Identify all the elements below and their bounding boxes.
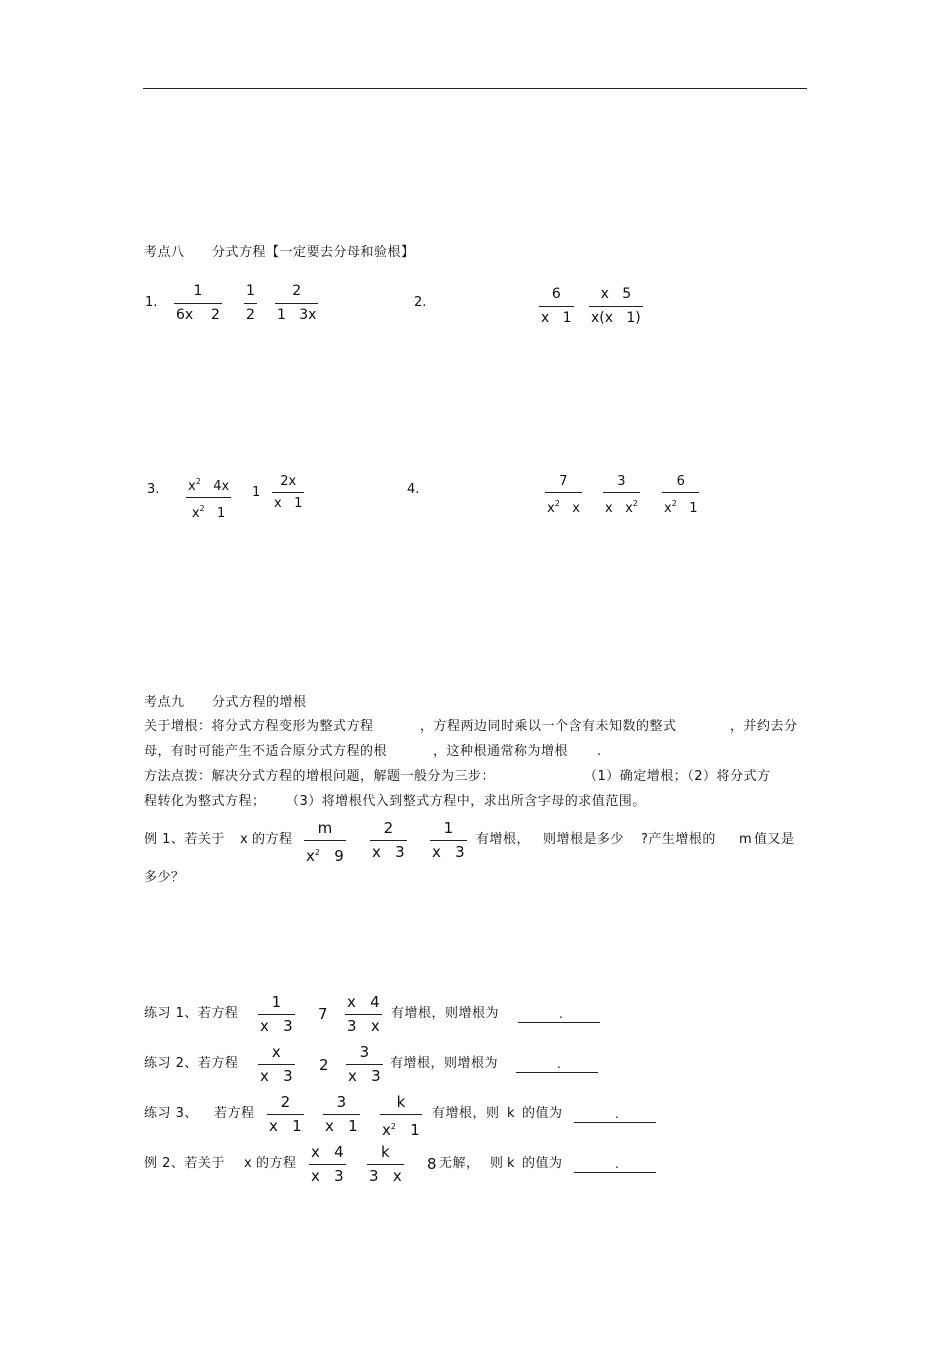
exercise-3-answer-blank[interactable]: . bbox=[574, 1122, 656, 1123]
problem-1-fraction-b: 1 2 bbox=[246, 283, 255, 323]
problem-1-number: 1. bbox=[145, 295, 158, 310]
exercise-3-fraction-b: 3 x 1 bbox=[325, 1093, 358, 1135]
example-1-fraction-b: 2 x 3 bbox=[372, 819, 405, 861]
method-tip-b: （1）确定增根；（2）将分式方 bbox=[584, 769, 771, 784]
problem-2-fraction-b: x 5 x(x 1) bbox=[591, 286, 641, 326]
exercise-2-answer-blank[interactable]: . bbox=[516, 1072, 598, 1073]
increased-root-definition-d: 母，有时可能产生不适合原分式方程的根 bbox=[144, 744, 388, 759]
increased-root-definition-b: ，方程两边同时乘以一个含有未知数的整式 bbox=[420, 719, 677, 734]
example-2-answer-blank[interactable]: . bbox=[574, 1172, 656, 1173]
increased-root-definition-a: 关于增根：将分式方程变形为整式方程 bbox=[144, 719, 374, 734]
example-2-fraction-b: k 3 x bbox=[369, 1143, 402, 1185]
section9-subtitle: 分式方程的增根 bbox=[212, 695, 307, 710]
method-tip-a: 方法点拨：解决分式方程的增根问题，解题一般分为三步： bbox=[144, 769, 496, 784]
example-2-constant: 8 bbox=[427, 1155, 437, 1173]
header-rule bbox=[143, 88, 807, 89]
problem-1-fraction-a: 1 6x 2 bbox=[176, 283, 220, 323]
exercise-1-label: 练习 1、若方程 bbox=[144, 1006, 239, 1021]
exercise-3-label-b: 若方程 bbox=[214, 1106, 255, 1121]
example-2-fraction-a: x 4 x 3 bbox=[311, 1143, 344, 1185]
exercise-1-constant: 7 bbox=[318, 1005, 328, 1023]
problem-3-constant: 1 bbox=[252, 485, 261, 500]
exercise-3-label: 练习 3、 bbox=[144, 1106, 198, 1121]
example-1-label: 例 1、若关于 bbox=[144, 832, 225, 847]
exercise-2-constant: 2 bbox=[319, 1056, 329, 1074]
increased-root-definition-f: . bbox=[597, 744, 602, 759]
exercise-2-text: 有增根，则增根为 bbox=[390, 1056, 499, 1071]
example-1-fraction-c: 1 x 3 bbox=[432, 819, 465, 861]
example-1-text-b: 则增根是多少 bbox=[543, 832, 625, 847]
example-1-var-x: x bbox=[240, 832, 248, 847]
problem-1-fraction-c: 2 1 3x bbox=[277, 283, 317, 323]
example-1-text-a: 有增根， bbox=[476, 832, 531, 847]
example-1-label-b: 的方程 bbox=[252, 832, 293, 847]
section8-subtitle: 分式方程【一定要去分母和验根】 bbox=[212, 245, 415, 260]
problem-2-fraction-a: 6 x 1 bbox=[541, 286, 572, 326]
exercise-3-fraction-c: k $x^2$ 1 bbox=[382, 1093, 420, 1139]
example-2-var-x: x bbox=[244, 1156, 252, 1171]
exercise-1-answer-blank[interactable]: . bbox=[518, 1022, 600, 1023]
increased-root-definition-e: ，这种根通常称为增根 bbox=[433, 744, 569, 759]
exercise-2-label: 练习 2、若方程 bbox=[144, 1056, 239, 1071]
method-tip-d: （3）将增根代入到整式方程中，求出所含字母的求值范围。 bbox=[286, 794, 646, 809]
example-1-text-c: ?产生增根的 bbox=[641, 832, 716, 847]
section8-title: 考点八 bbox=[144, 245, 185, 260]
problem-4-fraction-c: 6 $x^2$ 1 bbox=[664, 474, 698, 516]
exercise-2-fraction-a: x x 3 bbox=[260, 1043, 293, 1085]
exercise-1-text: 有增根，则增根为 bbox=[391, 1006, 500, 1021]
problem-4-fraction-a: 7 $x^2$ x bbox=[547, 474, 580, 516]
example-1-line2: 多少？ bbox=[144, 870, 185, 885]
exercise-3-text-b: 的值为 bbox=[522, 1106, 563, 1121]
example-1-var-m: m bbox=[739, 832, 752, 847]
exercise-3-var-k: k bbox=[507, 1106, 515, 1121]
example-2-text-b: 则 bbox=[490, 1156, 504, 1171]
method-tip-c: 程转化为整式方程； bbox=[144, 794, 266, 809]
example-2-label: 例 2、若关于 bbox=[144, 1156, 225, 1171]
section9-title: 考点九 bbox=[144, 695, 185, 710]
problem-3-number: 3. bbox=[147, 482, 160, 497]
example-2-label-b: 的方程 bbox=[256, 1156, 297, 1171]
example-1-text-d: 值又是 bbox=[754, 832, 795, 847]
exercise-1-fraction-b: x 4 3 x bbox=[347, 993, 380, 1035]
problem-2-number: 2. bbox=[414, 295, 427, 310]
example-2-var-k: k bbox=[507, 1156, 515, 1171]
problem-4-number: 4. bbox=[407, 482, 420, 497]
example-2-text-c: 的值为 bbox=[522, 1156, 563, 1171]
example-2-text-a: 无解， bbox=[439, 1156, 480, 1171]
example-1-fraction-a: m $x^2$ 9 bbox=[306, 819, 344, 865]
problem-3-fraction-a: $x^2$ 4x $x^2$ 1 bbox=[188, 477, 230, 521]
exercise-3-fraction-a: 2 x 1 bbox=[269, 1093, 302, 1135]
exercise-3-text-a: 有增根，则 bbox=[432, 1106, 500, 1121]
problem-4-fraction-b: 3 x $x^2$ bbox=[605, 474, 638, 516]
exercise-1-fraction-a: 1 x 3 bbox=[260, 993, 293, 1035]
exercise-2-fraction-b: 3 x 3 bbox=[348, 1043, 381, 1085]
increased-root-definition-c: ，并约去分 bbox=[730, 719, 798, 734]
problem-3-fraction-b: 2x x 1 bbox=[274, 474, 303, 511]
